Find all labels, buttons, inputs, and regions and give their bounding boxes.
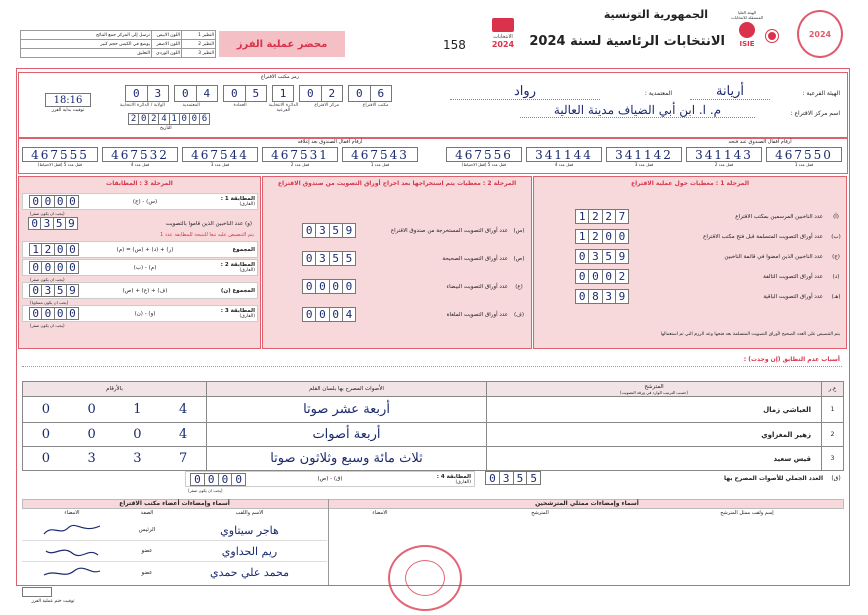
end-time-label: توقيت ختم عملية الفرز [31,599,75,604]
result-digits: 0 0 0 4 [23,423,207,447]
member-name: ريم الحداوي [221,544,278,558]
stage1-digits: 0 0 0 2 [575,269,629,284]
code-digit: 3 [148,85,170,102]
stage3-formula: (و) عدد الناخبين الذين قاموا بالتصويت [165,220,252,227]
lock-cell [766,147,842,169]
stage3-row [22,241,258,258]
result-num: 3 [822,447,844,471]
stage1-digits: 0 8 3 9 [575,289,629,304]
col-words: الأصوات المصرح بها بلسان القلم [207,382,487,397]
stage3-rows [22,193,258,328]
stage3-row [22,259,258,276]
stage2-digits: 0 3 5 5 [302,251,356,266]
center-value: م. ا. ابن أبي الضياف مدينة العالية [520,103,755,118]
stage2-digits: 0 0 0 0 [302,279,356,294]
office-code-boxes [125,85,395,105]
member-row [22,541,327,562]
copies-table [20,30,216,58]
lock-value: 467531 [262,147,338,162]
lock-value: 467550 [766,147,842,162]
lock-value: 467555 [22,147,98,162]
stage3-title: المرحلة 3 : المطابقات [106,180,173,187]
result-digits: 0 0 1 4 [23,397,207,423]
reps-sign-title: أسماء وإمضاءات ممثلي المترشحين [535,500,639,507]
stage3-formula: (ج) - (س) [132,198,158,205]
start-time-value: 18:16 [53,94,83,106]
match4-note: (يجب ان يكون صفر) [188,488,223,493]
isie-logo: الهيئة العليا المستقلة للانتخابات ISIE [730,10,763,48]
stage3-row [22,305,258,322]
lock-cell [686,147,762,169]
seals-open-title: أرقام أقفال الصندوق عند فتحه [728,139,792,145]
stage2-digits: 0 0 0 4 [302,307,356,322]
stage1-row-label: عدد الناخبين المرسمين بمكتب الاقتراع [735,213,823,220]
member-signature [22,562,122,583]
lock-label: قفل عدد 1 [370,162,390,167]
stage3-row-title: المجموع (ن) [220,287,255,294]
lock-label: قفل عدد 3 [634,162,654,167]
match4-title: المطابقة 4 : (الفارق) [436,473,471,485]
date-digit: 0 [139,113,149,125]
copy-dest: التعليق [21,49,152,58]
stage2-row-label: عدد أوراق التصويت الملغاة [446,311,508,318]
tunisia-flag-icon [766,30,778,42]
member-signature [22,541,122,561]
code-digit: 0 [174,85,197,102]
code-group [272,85,294,102]
open-locks [446,147,846,169]
stage3-row [22,282,258,299]
date-digit: 6 [200,113,210,125]
lock-cell [262,147,338,169]
date-digit: 0 [180,113,190,125]
stage1-row-label: عدد الناخبين الذين امضوا في قائمة الناخبين [724,253,823,260]
stage1-row [575,288,845,305]
lock-cell [606,147,682,169]
stage2-row [302,250,527,267]
stage3-digits: 0 3 5 9 [28,217,78,230]
lock-label: قفل عدد 3 [210,162,230,167]
delegation-label: المعتمدية : [644,90,672,97]
result-row [23,397,844,423]
stage3-note: (يجب ان يكون صفر) [30,277,65,282]
col-sign: الامضاء [372,510,388,516]
page-number: 158 [443,38,466,52]
result-name: العياشي زمال [487,397,822,423]
lock-value: 467543 [342,147,418,162]
lock-label: قفل عدد 2 [290,162,310,167]
office-sign-title: أسماء وإمضاءات أعضاء مكتب الاقتراع [119,500,230,507]
stage1-row-key: (ب) [831,233,841,240]
republic-title: الجمهورية التونسية [603,8,708,21]
lock-value: 341143 [686,147,762,162]
match4-digits: 0 0 0 0 [190,473,246,486]
office-sign-cols [22,510,327,520]
total-label: العدد الجملي للأصوات المصرح بها [724,474,823,482]
lock-label: قفل عدد 5 (قفل الاحتياط) [37,162,83,167]
result-digits: 0 3 3 7 [23,447,207,471]
date-digit: 0 [190,113,200,125]
copy-label: النظير 2 [182,40,216,49]
match4-formula: (ص) - (ق) [317,476,343,482]
total-digits: 0 3 5 5 [485,471,541,485]
stage3-mid-note: يتم التنصيص عليه تبعا للنتيجة للمطابقة عدد 1 [160,232,254,238]
stage1-note: يتم التنصيص على العدد الصحيح لأوراق التصويت المتسلمة بعد فتحها وعد الرزم التي تم استعمالها [660,332,840,337]
lock-cell [182,147,258,169]
date-digit: 2 [149,113,159,125]
election-title: الانتخابات الرئاسية لسنة 2024 [529,34,725,49]
copy-dest: يوضع في الكيس حجم كبير [21,40,152,49]
member-name: هاجر سيتاوي [220,523,279,537]
copy-label: النظير 3 [182,49,216,58]
election-logo: الانتخابات 2024 [485,18,521,60]
office-members [22,520,327,583]
stage3-note: (يجب ان يكون صفر) [30,211,65,216]
stage3-row-title: المطابقة 1 : (الفارق) [220,196,255,207]
lock-label: قفل عدد 4 [130,162,150,167]
lock-label: قفل عدد 5 (قفل الاحتياط) [461,162,507,167]
member-name: محمد علي حمدي [209,566,290,579]
code-group-labels [118,103,400,113]
mismatch-label: أسباب عدم التطابق (إن وجدت) : [743,356,840,363]
code-digit: 4 [197,85,219,102]
stage1-row [575,248,845,265]
stage2-title: المرحلة 2 : معطيات يتم استخراجها بعد اخراج أوراق التصويت من صندوق الاقتراع [277,180,517,187]
code-group [125,85,169,102]
col-candidate: المترشح (حسب الترتيب الوارد في ورقة التصويت) [487,382,822,397]
stage3-digits: 0 0 0 0 [29,261,79,274]
result-words: أربعة أصوات [207,423,487,447]
stage3-digits: 0 0 0 0 [29,195,79,208]
lock-value: 467544 [182,147,258,162]
total-votes-row [485,469,845,487]
copy-color: اللون الوردي [152,49,182,58]
stage2-row [302,278,527,295]
code-group-label: المعتمدية [182,103,200,108]
stage3-row-title: المجموع [232,246,255,253]
stage3-digits: 1 2 0 0 [29,243,79,256]
official-stamp-icon [388,545,462,611]
copy-label: النظير 1 [182,31,216,40]
stage2-row-label: عدد أوراق التصويت الصحيحة [442,255,508,262]
code-digit: 1 [272,85,294,102]
stage2-row-key: (س) [513,227,525,234]
date-box [128,113,210,125]
stage3-row [22,216,258,231]
result-words: ثلاث مائة وسبع وثلاثون صوتا [207,447,487,471]
col-sign: الامضاء [64,510,80,516]
code-digit: 0 [125,85,148,102]
lock-value: 467556 [446,147,522,162]
stage1-row-key: (د) [832,273,840,280]
member-role: عضو [141,548,153,554]
stage2-row [302,222,527,239]
code-group-label: الدائرة الانتخابية الفرعية [268,103,299,113]
stage1-digits: 1 2 0 0 [575,229,629,244]
result-row [23,423,844,447]
col-digits: بالأرقام [23,382,207,397]
center-label: اسم مركز الاقتراع : [790,110,840,117]
code-digit: 0 [348,85,371,102]
stage3-formula: (م) = (س) + (د) + (ر) [116,246,174,253]
stage1-row-key: (ج) [832,253,840,260]
copy-row [21,31,216,40]
code-digit: 6 [371,85,393,102]
match4-row [185,471,475,487]
stage1-rows [575,208,845,308]
sign-divider [328,499,329,585]
col-num: ع.ر [822,382,844,397]
stage1-title: المرحلة 1 : معطيات حول عملية الاقتراع [630,180,750,187]
copy-row [21,49,216,58]
stage1-digits: 0 3 5 9 [575,249,629,264]
code-digit: 0 [299,85,322,102]
stage3-formula: (ص) + (ع) + (ف) [122,287,168,294]
closed-locks [22,147,422,169]
lock-cell [526,147,602,169]
result-num: 1 [822,397,844,423]
stage1-row-key: (هـ) [831,293,841,300]
stage3-formula: (ب) - (م) [133,264,157,271]
copy-color: اللون الاصفر [152,40,182,49]
code-group [348,85,392,102]
lock-value: 341142 [606,147,682,162]
lock-value: 341144 [526,147,602,162]
reps-sign-cols [330,510,844,520]
lock-label: قفل عدد 1 [794,162,814,167]
stage2-row-label: عدد أوراق التصويت البيضاء [446,283,508,290]
code-group [223,85,267,102]
stage3-note: (يجب ان يكون مساويا) [30,300,69,305]
copy-row [21,40,216,49]
code-digit: 2 [322,85,344,102]
stage1-row [575,268,845,285]
copy-dest: ترسل إلى المركز جمع النتائج [21,31,152,40]
member-signature [22,520,122,540]
lock-cell [22,147,98,169]
result-row [23,447,844,471]
stage3-formula: (ن) - (و) [134,310,156,317]
result-num: 2 [822,423,844,447]
lock-label: قفل عدد 2 [714,162,734,167]
stage3-row-title: المطابقة 2 : (الفارق) [220,262,255,273]
date-digit: 2 [128,113,139,125]
results-table [22,381,844,471]
start-time-label: توقيت بداية الفرز [51,108,85,113]
stage3-row-title: المطابقة 3 : (الفارق) [220,308,255,319]
code-group-label: الولاية / الدائرة الانتخابية [119,103,165,108]
code-group-label: مكتب الاقتراع [362,103,389,108]
stage2-row-key: (ص) [513,255,525,262]
stage3-row [22,193,258,210]
stage1-row-label: عدد أوراق التصويت الباقية [763,293,823,300]
stamp-icon: 2024 [797,10,843,58]
stage3-digits: 0 3 5 9 [29,284,79,297]
col-role: الصفة [140,510,154,516]
doc-title: محضر عملية الفرز [219,31,345,57]
authority-value: أريانة [690,84,770,100]
lock-cell [342,147,418,169]
total-key: (ق) [831,474,841,482]
copy-color: اللون الابيض [152,31,182,40]
stage3-note: (يجب ان يكون صفر) [30,323,65,328]
end-time-box [22,587,52,597]
lock-value: 467532 [102,147,178,162]
date-digit: 1 [170,113,180,125]
code-digit: 0 [223,85,246,102]
stage3-digits: 0 0 0 0 [29,307,79,320]
stage1-row-key: (أ) [833,213,839,220]
code-group [174,85,218,102]
stage2-row-key: (ف) [513,311,524,318]
lock-label: قفل عدد 4 [554,162,574,167]
code-digit: 5 [246,85,268,102]
stage1-row [575,228,845,245]
stage1-digits: 1 2 2 7 [575,209,629,224]
col-name: الاسم واللقب [235,510,264,516]
code-group-label: مركز الاقتراع [314,103,340,108]
result-words: أربعة عشر صوتا [207,397,487,423]
stage2-row-key: (ع) [515,283,523,290]
stage2-digits: 0 3 5 9 [302,223,356,238]
stage2-row [302,306,527,323]
result-name: قيس سعيد [487,447,822,471]
seals-closed-title: أرقام أقفال الصندوق بعد إغلاقه [297,139,363,145]
office-code-label: رمز مكتب الاقتراع [260,74,300,80]
stage1-row-label: عدد أوراق التصويت التالفة [763,273,823,280]
member-role: الرئيس [138,527,156,533]
member-row [22,520,327,541]
lock-cell [446,147,522,169]
delegation-value: رواد [450,84,600,100]
stage1-row [575,208,845,225]
member-role: عضو [141,569,153,576]
authority-label: الهيئة الفرعية : [802,90,840,97]
date-label: التاريخ [160,126,172,131]
stage1-row-label: عدد أوراق التصويت المتسلمة قبل فتح مكتب الاقتراع [703,233,823,240]
code-group [299,85,343,102]
results-header [23,382,844,397]
lock-cell [102,147,178,169]
code-group-label: العمادة [233,103,247,108]
col-rep: إسم ولقب ممثل المترشح [720,510,774,516]
col-candidate: المترشح [531,510,549,516]
mismatch-line [22,366,842,367]
date-digit: 4 [159,113,169,125]
stage2-rows [302,222,527,334]
stage2-row-label: عدد أوراق التصويت المستخرجة من صندوق الاقتراع [390,227,508,234]
start-time-box [45,93,91,107]
member-row [22,562,327,583]
result-name: زهير المغزاوي [487,423,822,447]
